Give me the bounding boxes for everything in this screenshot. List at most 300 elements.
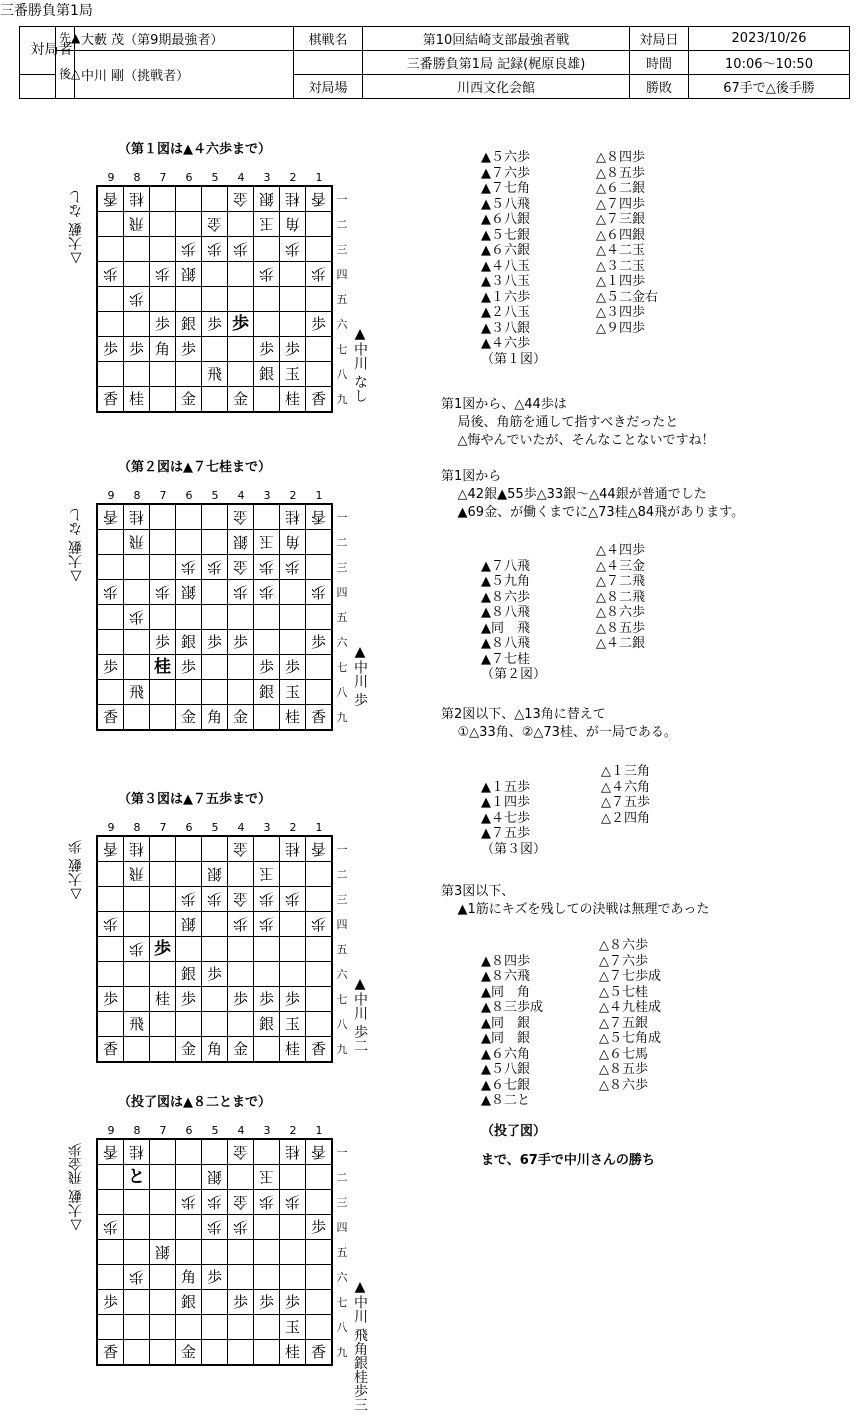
gote-piece: 歩 <box>306 580 331 604</box>
sente-piece: 歩 <box>228 312 253 336</box>
empty-square <box>280 580 305 604</box>
empty-square <box>280 1215 305 1239</box>
diagram-caption: （第２図は▲７七桂まで） <box>118 460 271 475</box>
gote-piece: 銀 <box>202 862 227 886</box>
empty-square <box>124 555 149 579</box>
page-title: 三番勝負第1局 <box>0 3 93 19</box>
gote-piece: 桂 <box>280 505 305 529</box>
gote-piece: 歩 <box>124 605 149 629</box>
empty-square <box>150 605 175 629</box>
empty-square <box>150 530 175 554</box>
empty-square <box>202 187 227 211</box>
column-number: 8 <box>133 489 141 502</box>
empty-square <box>124 962 149 986</box>
gote-hand: △大藪 飛金歩 <box>68 1143 84 1234</box>
sente-piece: 金 <box>176 1340 201 1364</box>
empty-square <box>306 655 331 679</box>
empty-square <box>306 287 331 311</box>
row-number: 四 <box>336 918 348 931</box>
empty-square <box>254 937 279 961</box>
date: 2023/10/26 <box>689 27 850 51</box>
empty-square <box>150 1190 175 1214</box>
empty-square <box>202 505 227 529</box>
sente-piece: 歩 <box>202 1265 227 1289</box>
venue: 川西文化会館 <box>363 75 630 99</box>
time: 10:06～10:50 <box>689 51 850 75</box>
sente-piece: 玉 <box>280 680 305 704</box>
sente-piece: 金 <box>228 387 253 411</box>
column-number: 7 <box>159 171 167 184</box>
gote-piece: 歩 <box>228 580 253 604</box>
empty-square <box>150 187 175 211</box>
gote-piece: 香 <box>98 1140 123 1164</box>
gote-piece: 桂 <box>280 187 305 211</box>
sente-piece: 歩 <box>280 1290 305 1314</box>
empty-square <box>202 1140 227 1164</box>
row-numbers <box>335 837 349 1062</box>
empty-square <box>124 262 149 286</box>
gote-piece: 香 <box>306 505 331 529</box>
empty-square <box>98 1190 123 1214</box>
gote-piece: 桂 <box>124 505 149 529</box>
diagram-caption: （第３図は▲７五歩まで） <box>118 792 271 807</box>
column-numbers <box>98 171 332 184</box>
gote-piece: 銀 <box>176 912 201 936</box>
empty-square <box>228 937 253 961</box>
empty-square <box>202 912 227 936</box>
empty-square <box>254 1240 279 1264</box>
sente-piece: 銀 <box>254 680 279 704</box>
empty-square <box>150 387 175 411</box>
empty-square <box>98 530 123 554</box>
commentary-3: 第2図以下、△13角に替えて ①△33角、②△73桂、が一局である。 <box>441 707 677 740</box>
row-number: 三 <box>336 243 348 256</box>
empty-square <box>124 887 149 911</box>
gote-piece: 歩 <box>254 555 279 579</box>
empty-square <box>176 530 201 554</box>
row-number: 一 <box>336 1146 348 1159</box>
gote-piece: 金 <box>228 1140 253 1164</box>
sente-hand: ▲中川 飛角銀桂歩三 <box>352 1279 368 1412</box>
column-number: 2 <box>289 171 297 184</box>
gote-piece: 歩 <box>306 262 331 286</box>
empty-square <box>98 887 123 911</box>
empty-square <box>254 312 279 336</box>
empty-square <box>254 962 279 986</box>
empty-square <box>228 287 253 311</box>
moves-3-sente: ▲１五歩 ▲１四歩 ▲４七歩 ▲７五歩 （第３図） <box>481 779 547 857</box>
empty-square <box>150 1340 175 1364</box>
gote-piece: 銀 <box>176 262 201 286</box>
gote-piece: 歩 <box>150 580 175 604</box>
gote-piece: 歩 <box>202 237 227 261</box>
sente-piece: 玉 <box>280 1315 305 1339</box>
row-number: 二 <box>336 868 348 881</box>
row-number: 三 <box>336 893 348 906</box>
empty-square <box>280 912 305 936</box>
sente-hand: ▲中川 歩 <box>352 644 368 707</box>
empty-square <box>98 287 123 311</box>
sente-piece: 金 <box>176 1037 201 1061</box>
moves-2-sente: ▲７八飛 ▲５九角 ▲８六歩 ▲８八飛 ▲同 飛 ▲８八飛 ▲７七桂 （第２図） <box>481 558 547 682</box>
empty-square <box>254 605 279 629</box>
column-number: 4 <box>237 489 245 502</box>
empty-square <box>228 1240 253 1264</box>
empty-square <box>280 1165 305 1189</box>
gote-piece: 香 <box>98 837 123 861</box>
sente-piece: 歩 <box>202 962 227 986</box>
empty-square <box>254 1340 279 1364</box>
empty-square <box>124 1290 149 1314</box>
empty-square <box>124 630 149 654</box>
players-label-cont <box>20 75 56 99</box>
sente-piece: 桂 <box>280 1037 305 1061</box>
empty-square <box>98 1012 123 1036</box>
empty-square <box>202 262 227 286</box>
empty-square <box>306 212 331 236</box>
commentary-1: 第1図から、△44歩は 局後、角筋を通して指すべきだったと △悔やんでいたが、そんなことないですね！ <box>441 397 715 448</box>
sente-piece: 飛 <box>124 1012 149 1036</box>
empty-square <box>202 530 227 554</box>
column-number: 6 <box>185 1124 193 1137</box>
row-number: 六 <box>336 318 348 331</box>
sente-piece: 歩 <box>150 312 175 336</box>
sente-piece: 銀 <box>254 1012 279 1036</box>
row-number: 八 <box>336 368 348 381</box>
row-number: 四 <box>336 268 348 281</box>
sente-piece: 歩 <box>98 337 123 361</box>
empty-square <box>150 705 175 729</box>
empty-square <box>306 1315 331 1339</box>
sente-piece: 歩 <box>280 655 305 679</box>
gote-piece: 桂 <box>280 837 305 861</box>
commentary-2: 第1図から △42銀▲55歩△33銀～△44銀が普通でした ▲69金、が働くまでに△73桂△84飛があります。 <box>441 469 745 520</box>
gote-piece: 桂 <box>280 1140 305 1164</box>
row-number: 三 <box>336 1196 348 1209</box>
sente-hand: ▲中川 歩二 <box>352 976 368 1053</box>
column-number: 6 <box>185 489 193 502</box>
empty-square <box>176 837 201 861</box>
row-numbers <box>335 505 349 730</box>
row-number: 五 <box>336 611 348 624</box>
gote-piece: 歩 <box>98 1215 123 1239</box>
empty-square <box>150 887 175 911</box>
gote-piece: 歩 <box>254 912 279 936</box>
column-number: 5 <box>211 489 219 502</box>
gote-piece: 歩 <box>176 555 201 579</box>
empty-square <box>124 987 149 1011</box>
sente-piece: 角 <box>202 705 227 729</box>
sente-piece: 歩 <box>306 630 331 654</box>
empty-square <box>228 362 253 386</box>
column-number: 5 <box>211 171 219 184</box>
gote-piece: 歩 <box>228 1215 253 1239</box>
empty-square <box>176 1215 201 1239</box>
sente-piece: 歩 <box>176 655 201 679</box>
commentary-4: 第3図以下、 ▲1筋にキズを残しての決戦は無理であった <box>441 884 710 917</box>
sente-piece: 銀 <box>176 962 201 986</box>
empty-square <box>150 862 175 886</box>
empty-square <box>306 337 331 361</box>
sente-piece: 銀 <box>176 1290 201 1314</box>
empty-square <box>306 1165 331 1189</box>
column-number: 1 <box>315 1124 323 1137</box>
sente-piece: 銀 <box>254 362 279 386</box>
shogi-board <box>96 1138 333 1366</box>
sente-piece: 金 <box>228 1037 253 1061</box>
gote-piece: 歩 <box>124 937 149 961</box>
gote-piece: 歩 <box>98 262 123 286</box>
empty-square <box>150 962 175 986</box>
empty-square <box>306 237 331 261</box>
empty-square <box>124 580 149 604</box>
row-number: 五 <box>336 943 348 956</box>
column-number: 3 <box>263 1124 271 1137</box>
empty-square <box>254 837 279 861</box>
empty-square <box>150 1290 175 1314</box>
column-number: 1 <box>315 821 323 834</box>
empty-square <box>306 530 331 554</box>
sente-piece: 歩 <box>98 987 123 1011</box>
gote-player: 中川 剛（挑戦者） <box>75 51 294 99</box>
row-number: 八 <box>336 1321 348 1334</box>
gote-piece: 歩 <box>202 555 227 579</box>
gote-piece: 歩 <box>254 580 279 604</box>
sente-piece: 歩 <box>228 630 253 654</box>
gote-piece: 飛 <box>124 530 149 554</box>
empty-square <box>98 680 123 704</box>
sente-piece: 歩 <box>176 987 201 1011</box>
empty-square <box>98 1165 123 1189</box>
empty-square <box>176 680 201 704</box>
empty-square <box>98 962 123 986</box>
empty-square <box>202 1012 227 1036</box>
column-number: 8 <box>133 821 141 834</box>
empty-square <box>124 362 149 386</box>
empty-square <box>176 287 201 311</box>
column-number: 1 <box>315 171 323 184</box>
gote-piece: 金 <box>228 837 253 861</box>
empty-square <box>202 1340 227 1364</box>
row-number: 三 <box>336 561 348 574</box>
empty-square <box>176 1165 201 1189</box>
gote-piece: 銀 <box>176 580 201 604</box>
empty-square <box>202 337 227 361</box>
gote-piece: 金 <box>228 555 253 579</box>
empty-square <box>124 1215 149 1239</box>
row-number: 八 <box>336 686 348 699</box>
empty-square <box>150 212 175 236</box>
empty-square <box>202 837 227 861</box>
sente-piece: 歩 <box>228 987 253 1011</box>
row-number: 四 <box>336 586 348 599</box>
empty-square <box>98 862 123 886</box>
gote-mark: 後△ <box>56 51 75 99</box>
empty-square <box>150 1012 175 1036</box>
empty-square <box>228 1315 253 1339</box>
empty-square <box>228 1340 253 1364</box>
row-number: 一 <box>336 193 348 206</box>
gote-piece: 歩 <box>202 1215 227 1239</box>
empty-square <box>124 705 149 729</box>
empty-square <box>176 1012 201 1036</box>
gote-hand: △大藪 なし <box>68 190 84 267</box>
gote-piece: 歩 <box>254 887 279 911</box>
gote-piece: 香 <box>98 505 123 529</box>
row-number: 七 <box>336 343 348 356</box>
empty-square <box>150 555 175 579</box>
empty-square <box>150 1140 175 1164</box>
empty-square <box>254 505 279 529</box>
gote-piece: 玉 <box>254 862 279 886</box>
empty-square <box>202 655 227 679</box>
row-number: 二 <box>336 1171 348 1184</box>
gote-piece: 歩 <box>280 555 305 579</box>
empty-square <box>98 212 123 236</box>
sente-piece: 玉 <box>280 1012 305 1036</box>
sente-piece: 歩 <box>150 937 175 961</box>
gote-piece: 歩 <box>176 237 201 261</box>
sente-piece: 角 <box>202 1037 227 1061</box>
gote-piece: 桂 <box>124 1140 149 1164</box>
empty-square <box>254 1315 279 1339</box>
row-number: 四 <box>336 1221 348 1234</box>
empty-square <box>150 237 175 261</box>
empty-square <box>202 387 227 411</box>
empty-square <box>124 1240 149 1264</box>
row-number: 六 <box>336 1271 348 1284</box>
sente-piece: 香 <box>98 1037 123 1061</box>
kisenmei-sub: 三番勝負第1局 記録(梶原良雄) <box>363 51 630 75</box>
sente-player: 大藪 茂（第9期最強者） <box>75 27 294 51</box>
empty-square <box>202 1315 227 1339</box>
sente-piece: 桂 <box>124 387 149 411</box>
shogi-board <box>96 185 333 413</box>
sente-piece: 飛 <box>124 680 149 704</box>
sente-piece: 香 <box>306 387 331 411</box>
shogi-board <box>96 835 333 1063</box>
empty-square <box>280 962 305 986</box>
empty-square <box>202 605 227 629</box>
shogi-board <box>96 503 333 731</box>
sente-piece: 角 <box>176 1265 201 1289</box>
empty-square <box>306 1265 331 1289</box>
players-label: 対局者 <box>20 27 56 75</box>
empty-square <box>280 287 305 311</box>
gote-hand: △大藪 歩 <box>68 840 84 903</box>
gote-piece: 金 <box>228 187 253 211</box>
sente-piece: 金 <box>176 387 201 411</box>
empty-square <box>202 987 227 1011</box>
empty-square <box>202 937 227 961</box>
column-numbers <box>98 489 332 502</box>
gote-piece: 銀 <box>202 1165 227 1189</box>
gote-piece: 桂 <box>124 837 149 861</box>
sente-piece: 歩 <box>280 337 305 361</box>
empty-square <box>280 1240 305 1264</box>
gote-piece: 歩 <box>254 262 279 286</box>
result-label: 勝敗 <box>630 75 689 99</box>
empty-square <box>150 1165 175 1189</box>
row-number: 六 <box>336 968 348 981</box>
gote-piece: 香 <box>306 187 331 211</box>
gote-piece: 歩 <box>254 1190 279 1214</box>
gote-hand: △大藪 なし <box>68 508 84 585</box>
gote-piece: 歩 <box>124 1265 149 1289</box>
moves-4-gote: △８六歩 △７六歩 △７七歩成 △５七桂 △４九桂成 △７五銀 △５七角成 △６七馬 △８五歩 △８六歩 <box>599 938 661 1093</box>
kisenmei-label: 棋戦名 <box>294 27 363 51</box>
gote-piece: 香 <box>98 187 123 211</box>
column-number: 7 <box>159 1124 167 1137</box>
gote-piece: 金 <box>202 212 227 236</box>
empty-square <box>306 1012 331 1036</box>
column-number: 7 <box>159 821 167 834</box>
empty-square <box>176 1140 201 1164</box>
row-number: 一 <box>336 843 348 856</box>
moves-2-gote: △４四歩 △４三金 △７二飛 △８二飛 △８六歩 △８五歩 △４二銀 <box>596 543 645 651</box>
empty-square <box>124 312 149 336</box>
sente-piece: 桂 <box>280 1340 305 1364</box>
empty-square <box>202 580 227 604</box>
sente-piece: と <box>124 1165 149 1189</box>
empty-square <box>98 937 123 961</box>
gote-piece: 歩 <box>280 887 305 911</box>
empty-square <box>150 287 175 311</box>
sente-piece: 桂 <box>280 705 305 729</box>
empty-square <box>176 362 201 386</box>
empty-square <box>280 605 305 629</box>
row-numbers <box>335 1140 349 1365</box>
diagram-caption: （投了図は▲８二とまで） <box>118 1095 271 1110</box>
gote-piece: 銀 <box>228 530 253 554</box>
empty-square <box>280 862 305 886</box>
column-number: 8 <box>133 1124 141 1137</box>
row-number: 二 <box>336 218 348 231</box>
empty-square <box>98 1265 123 1289</box>
empty-square <box>228 1012 253 1036</box>
row-number: 八 <box>336 1018 348 1031</box>
empty-square <box>280 937 305 961</box>
moves-4-sente: ▲８四歩 ▲８六飛 ▲同 角 ▲８三歩成 ▲同 銀 ▲同 銀 ▲６六角 ▲５八銀 ▲６七銀 ▲８二と <box>481 953 543 1108</box>
empty-square <box>306 862 331 886</box>
gote-piece: 飛 <box>124 212 149 236</box>
empty-square <box>98 1240 123 1264</box>
gote-piece: 角 <box>280 212 305 236</box>
column-number: 9 <box>107 171 115 184</box>
column-number: 4 <box>237 821 245 834</box>
sente-piece: 歩 <box>254 655 279 679</box>
row-number: 五 <box>336 1246 348 1259</box>
sente-piece: 歩 <box>202 630 227 654</box>
empty-square <box>306 555 331 579</box>
gote-piece: 歩 <box>202 887 227 911</box>
empty-square <box>306 680 331 704</box>
column-number: 4 <box>237 1124 245 1137</box>
column-number: 2 <box>289 821 297 834</box>
row-number: 九 <box>336 1346 348 1359</box>
sente-hand: ▲中川 なし <box>352 326 368 403</box>
empty-square <box>176 212 201 236</box>
moves-3-gote: △１三角 △４六角 △７五歩 △２四角 <box>601 764 650 826</box>
sente-piece: 歩 <box>202 312 227 336</box>
sente-piece: 歩 <box>228 1290 253 1314</box>
empty-square <box>306 605 331 629</box>
kisenmei-label-cont <box>294 51 363 75</box>
toryo-label: （投了図） <box>481 1124 547 1139</box>
empty-square <box>150 505 175 529</box>
gote-piece: 歩 <box>280 1190 305 1214</box>
empty-square <box>124 1037 149 1061</box>
